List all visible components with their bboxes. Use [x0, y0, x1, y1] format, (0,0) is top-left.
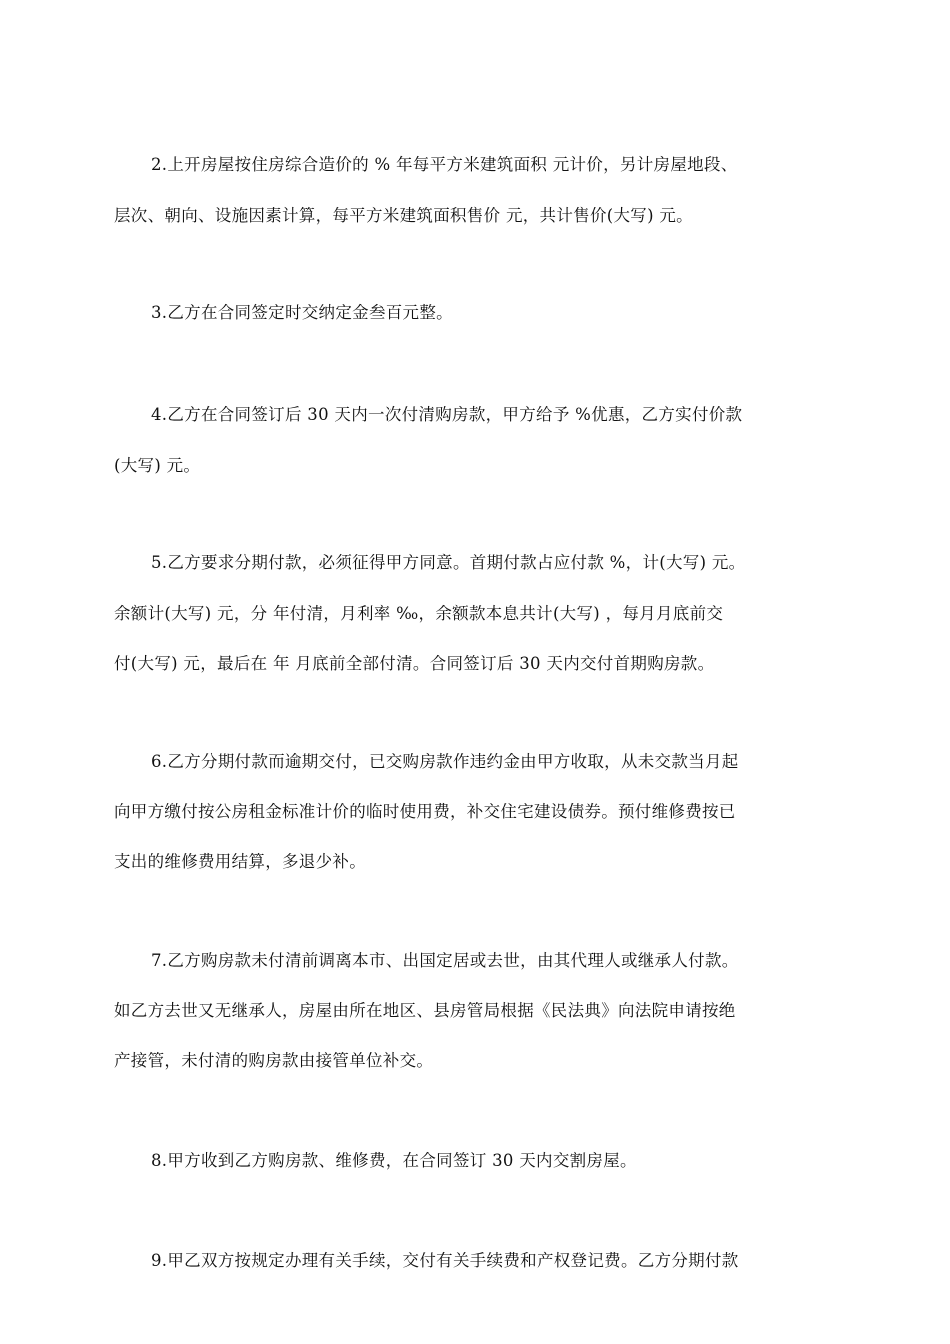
clause-4-line-1: 4.乙方在合同签订后 30 天内一次付清购房款，甲方给予 %优惠，乙方实付价款 — [151, 405, 743, 424]
clause-5-line-3: 付(大写) 元，最后在 年 月底前全部付清。合同签订后 30 天内交付首期购房款。 — [114, 654, 715, 673]
clause-8-line-1: 8.甲方收到乙方购房款、维修费，在合同签订 30 天内交割房屋。 — [151, 1151, 637, 1170]
clause-6-line-1: 6.乙方分期付款而逾期交付，已交购房款作违约金由甲方收取，从未交款当月起 — [151, 752, 739, 771]
clause-2-line-1: 2.上开房屋按住房综合造价的 % 年每平方米建筑面积 元计价，另计房屋地段、 — [151, 155, 738, 174]
clause-9-line-1: 9.甲乙双方按规定办理有关手续，交付有关手续费和产权登记费。乙方分期付款 — [151, 1251, 739, 1270]
clause-3-line-1: 3.乙方在合同签定时交纳定金叁百元整。 — [151, 303, 453, 322]
clause-6-line-2: 向甲方缴付按公房租金标准计价的临时使用费，补交住宅建设债券。预付维修费按已 — [114, 802, 736, 821]
clause-7-line-2: 如乙方去世又无继承人，房屋由所在地区、县房管局根据《民法典》向法院申请按绝 — [114, 1001, 736, 1020]
clause-7-line-1: 7.乙方购房款未付清前调离本市、出国定居或去世，由其代理人或继承人付款。 — [151, 951, 739, 970]
clause-6-line-3: 支出的维修费用结算，多退少补。 — [114, 852, 366, 871]
clause-5-line-1: 5.乙方要求分期付款，必须征得甲方同意。首期付款占应付款 %，计(大写) 元。 — [151, 553, 746, 572]
clause-5-line-2: 余额计(大写) 元，分 年付清，月利率 ‰，余额款本息共计(大写) ，每月月底前交 — [114, 604, 724, 623]
clause-2-line-2: 层次、朝向、设施因素计算，每平方米建筑面积售价 元，共计售价(大写) 元。 — [114, 206, 693, 225]
clause-7-line-3: 产接管，未付清的购房款由接管单位补交。 — [114, 1051, 434, 1070]
clause-4-line-2: (大写) 元。 — [114, 456, 201, 475]
